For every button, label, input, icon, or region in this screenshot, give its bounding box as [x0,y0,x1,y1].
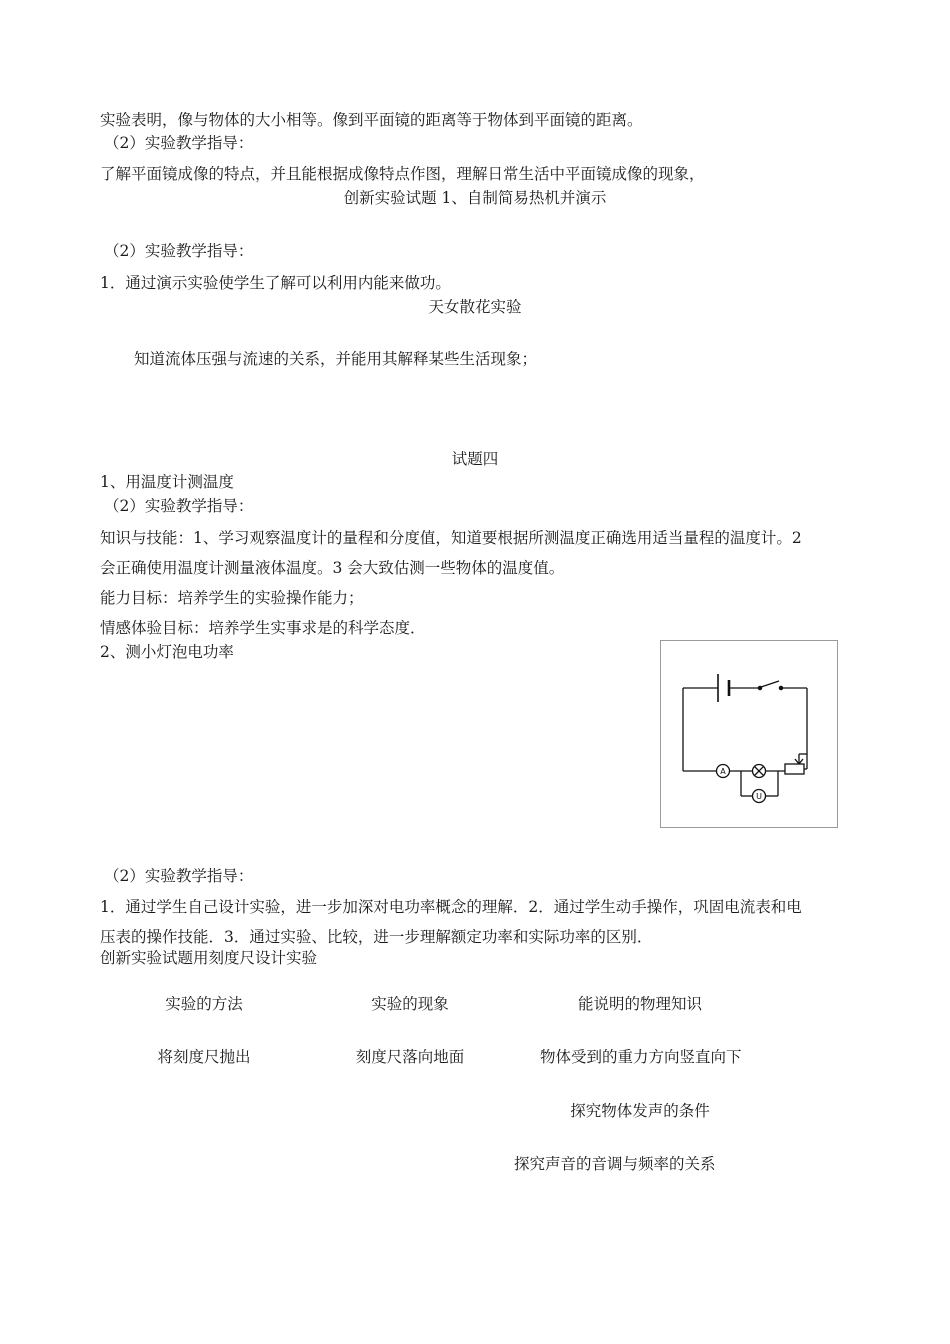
voltmeter-label: U [756,792,762,801]
section-heading: （2）实验教学指导： [104,242,254,260]
switch-blade [761,681,779,687]
section-heading: （2）实验教学指导： [104,867,254,885]
text-line: 会正确使用温度计测量液体温度。3 会大致估测一些物体的温度值。 [100,559,565,577]
section-heading: （2）实验教学指导： [104,134,254,152]
table-cell-knowledge: 物体受到的重力方向竖直向下 [540,1048,742,1066]
text-line: 创新实验试题用刻度尺设计实验 [100,949,318,967]
table-cell-method: 将刻度尺抛出 [157,1048,251,1066]
text-line: 了解平面镜成像的特点，并且能根据成像特点作图，理解日常生活中平面镜成像的现象， [100,165,705,183]
text-line: 1．通过学生自己设计实验，进一步加深对电功率概念的理解．2．通过学生动手操作，巩固电流表和电 [100,898,802,916]
text-line: 1、用温度计测温度 [100,473,234,491]
text-line: 情感体验目标：培养学生实事求是的科学态度． [100,619,426,637]
section-heading: （2）实验教学指导： [104,497,254,515]
text-line: 知道流体压强与流速的关系，并能用其解释某些生活现象； [134,350,538,368]
circuit-diagram [660,640,838,828]
text-line: 知识与技能：1、学习观察温度计的量程和分度值，知道要根据所测温度正确选用适当量程的温度计。2 [100,529,802,547]
text-line: 2、测小灯泡电功率 [100,643,234,661]
table-header-knowledge: 能说明的物理知识 [577,995,702,1013]
table-header-phenomenon: 实验的现象 [371,995,449,1013]
table-header-method: 实验的方法 [165,995,243,1013]
table-cell-knowledge: 探究声音的音调与频率的关系 [514,1155,716,1173]
ammeter-label: A [720,767,726,776]
text-line: 压表的操作技能．3．通过实验、比较，进一步理解额定功率和实际功率的区别． [100,928,653,946]
experiment-title: 创新实验试题 1、自制简易热机并演示 [343,189,607,207]
text-line: 能力目标：培养学生的实验操作能力； [100,589,364,607]
text-line: 实验表明，像与物体的大小相等。像到平面镜的距离等于物体到平面镜的距离。 [100,111,643,129]
circuit-svg [661,641,837,827]
table-cell-knowledge: 探究物体发声的条件 [570,1102,710,1120]
text-line: 1．通过演示实验使学生了解可以利用内能来做功。 [100,274,451,292]
experiment-title: 天女散花实验 [428,298,522,316]
rheostat-resistor [785,764,804,774]
section-title: 试题四 [451,450,499,468]
table-cell-phenomenon: 刻度尺落向地面 [355,1048,465,1066]
